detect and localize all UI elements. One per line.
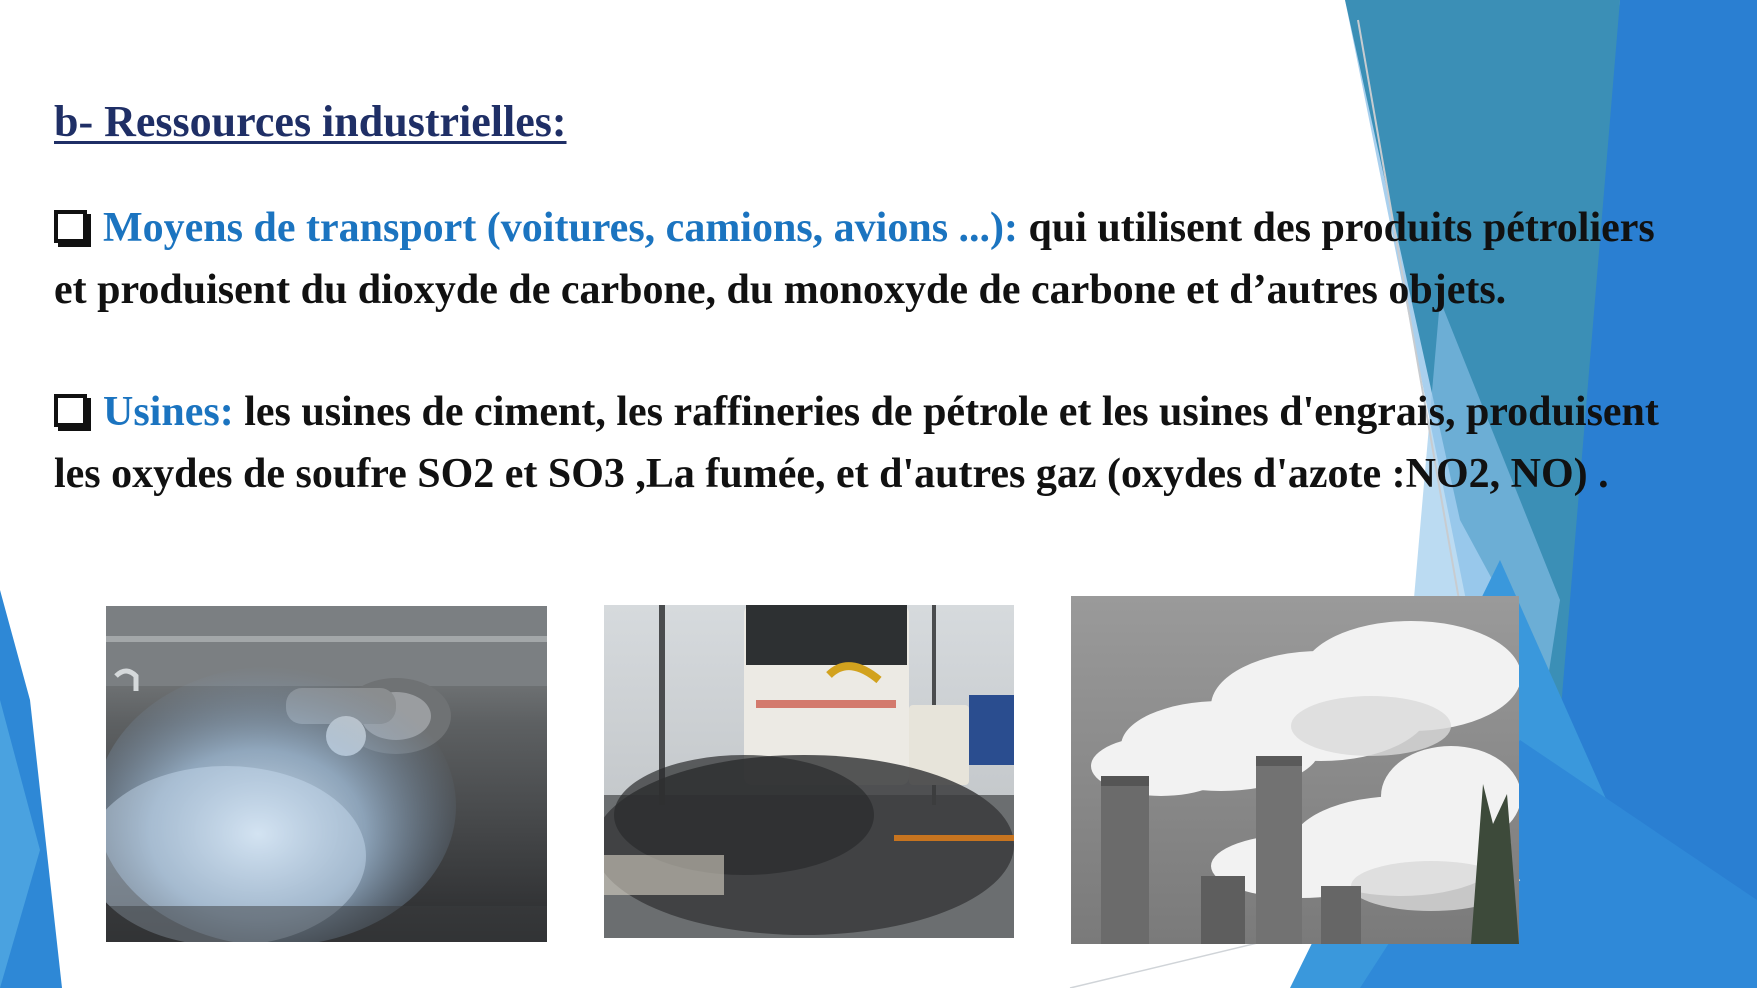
bullet-factories: [54, 382, 1694, 505]
bullet-transport-text: qui utilisent des produits pétroliers et produisent du dioxyde de carbone, du monoxyde de carbone et d’autres objets.: [54, 205, 1655, 313]
car-exhaust-photo: [106, 606, 547, 942]
bus-smoke-photo: [604, 605, 1014, 938]
bullet-transport-highlight: Moyens de transport (voitures, camions, avions ...):: [103, 205, 1019, 251]
checkbox-icon: [54, 210, 87, 243]
bullet-factories-text: les usines de ciment, les raffineries de pétrole et les usines d'engrais, produisent les oxydes de soufre SO2 et SO3 ,La fumée, et d'autres gaz (oxydes d'azote :NO2, NO) .: [54, 389, 1659, 497]
factory-chimneys-photo: [1071, 596, 1519, 944]
bullet-factories-highlight: Usines:: [103, 389, 234, 435]
slide-title: b- Ressources industrielles:: [54, 97, 567, 146]
bullet-transport: [54, 198, 1694, 321]
checkbox-icon: [54, 394, 87, 427]
